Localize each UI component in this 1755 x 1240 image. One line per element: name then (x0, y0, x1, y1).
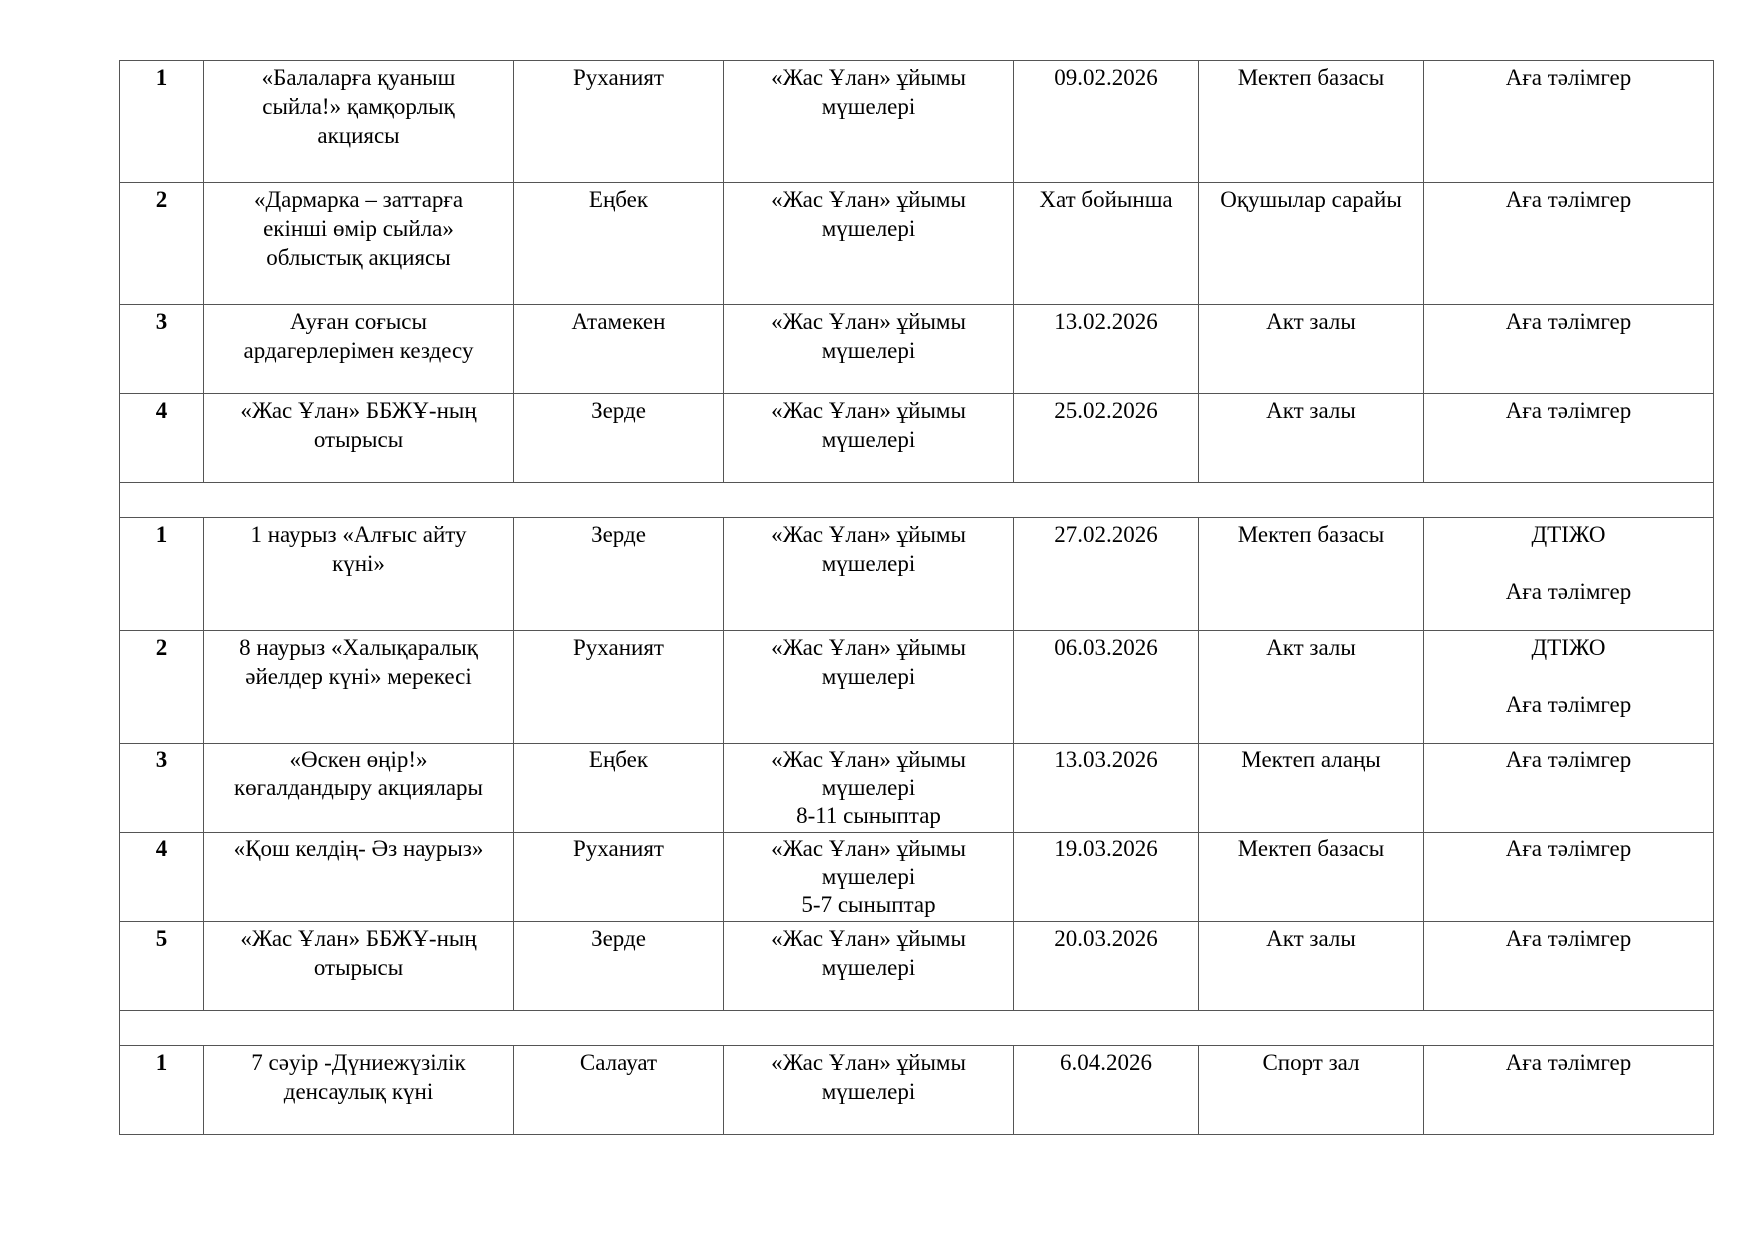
event-name-line: көгалдандыру акциялары (233, 775, 484, 800)
responsible-line: Аға тәлімгер (1505, 692, 1632, 717)
event-name-line: 7 сәуір -Дүниежүзілік (251, 1050, 466, 1075)
participants-line: мүшелері (821, 216, 916, 241)
event-name-line: 8 наурыз «Халықаралық (239, 635, 478, 660)
responsible-cell (1424, 394, 1714, 483)
participants-line: 8-11 сыныптар (796, 803, 941, 828)
row-number-cell: 5 (120, 922, 204, 1011)
participants-line: «Жас Ұлан» ұйымы (771, 522, 966, 547)
table-row (120, 183, 1714, 305)
responsible-line: Аға тәлімгер (1505, 65, 1632, 90)
direction-cell: Руханият (514, 61, 724, 183)
responsible-cell (1424, 833, 1714, 922)
date-cell: 27.02.2026 (1014, 518, 1199, 631)
row-number-cell: 2 (120, 183, 204, 305)
event-name-line: 1 наурыз «Алғыс айту (250, 522, 467, 547)
responsible-cell (1424, 631, 1714, 744)
responsible-cell (1424, 1046, 1714, 1135)
section-separator-cell (120, 483, 1714, 518)
row-number-cell: 3 (120, 305, 204, 394)
responsible-cell (1424, 305, 1714, 394)
direction-cell: Еңбек (514, 183, 724, 305)
direction-cell: Зерде (514, 394, 724, 483)
table-body (120, 61, 1714, 1135)
table-row (120, 305, 1714, 394)
page-sheet (119, 60, 1713, 1135)
responsible-line: Аға тәлімгер (1505, 309, 1632, 334)
table-row (120, 1046, 1714, 1135)
responsible-line: ДТІЖО (1531, 635, 1606, 660)
participants-line: мүшелері (821, 1079, 916, 1104)
event-name-cell (204, 744, 514, 833)
table-row (120, 61, 1714, 183)
row-number-cell: 1 (120, 1046, 204, 1135)
direction-cell: Руханият (514, 833, 724, 922)
table-row (120, 833, 1714, 922)
participants-cell (724, 833, 1014, 922)
responsible-line: Аға тәлімгер (1505, 579, 1632, 604)
date-cell: 09.02.2026 (1014, 61, 1199, 183)
event-name-cell (204, 631, 514, 744)
event-name-cell (204, 833, 514, 922)
event-plan-table (119, 60, 1714, 1135)
responsible-cell (1424, 744, 1714, 833)
event-name-cell (204, 394, 514, 483)
direction-cell: Руханият (514, 631, 724, 744)
participants-cell (724, 305, 1014, 394)
place-cell: Оқушылар сарайы (1199, 183, 1424, 305)
row-number-cell: 4 (120, 833, 204, 922)
date-cell: 19.03.2026 (1014, 833, 1199, 922)
event-name-line: ардагерлерімен кездесу (243, 338, 474, 363)
row-number-cell: 1 (120, 61, 204, 183)
participants-line: мүшелері (821, 955, 916, 980)
responsible-cell (1424, 922, 1714, 1011)
event-name-line: «Жас Ұлан» ББЖҰ-ның (240, 398, 477, 423)
responsible-line: Аға тәлімгер (1505, 926, 1632, 951)
responsible-line: Аға тәлімгер (1505, 187, 1632, 212)
section-separator-row (120, 483, 1714, 518)
participants-line: «Жас Ұлан» ұйымы (771, 187, 966, 212)
participants-cell (724, 631, 1014, 744)
participants-line: мүшелері (821, 338, 916, 363)
event-name-cell (204, 1046, 514, 1135)
participants-line: «Жас Ұлан» ұйымы (771, 398, 966, 423)
participants-line: мүшелері (821, 864, 916, 889)
direction-cell: Атамекен (514, 305, 724, 394)
date-cell: 20.03.2026 (1014, 922, 1199, 1011)
participants-cell (724, 1046, 1014, 1135)
participants-cell (724, 518, 1014, 631)
event-name-line: акциясы (317, 123, 400, 148)
event-name-cell (204, 61, 514, 183)
table-row (120, 922, 1714, 1011)
place-cell: Мектеп базасы (1199, 61, 1424, 183)
participants-line: мүшелері (821, 664, 916, 689)
place-cell: Акт залы (1199, 631, 1424, 744)
row-number-cell: 4 (120, 394, 204, 483)
event-name-cell (204, 518, 514, 631)
responsible-cell (1424, 61, 1714, 183)
responsible-line: Аға тәлімгер (1505, 747, 1632, 772)
participants-line: 5-7 сыныптар (801, 892, 936, 917)
participants-line: «Жас Ұлан» ұйымы (771, 635, 966, 660)
direction-cell: Зерде (514, 922, 724, 1011)
date-cell: Хат бойынша (1014, 183, 1199, 305)
date-cell: 06.03.2026 (1014, 631, 1199, 744)
participants-line: «Жас Ұлан» ұйымы (771, 309, 966, 334)
row-number-cell: 1 (120, 518, 204, 631)
place-cell: Мектеп базасы (1199, 833, 1424, 922)
place-cell: Спорт зал (1199, 1046, 1424, 1135)
direction-cell: Салауат (514, 1046, 724, 1135)
event-name-line: облыстық акциясы (266, 245, 451, 270)
event-name-line: «Жас Ұлан» ББЖҰ-ның (240, 926, 477, 951)
event-name-line: денсаулық күні (283, 1079, 434, 1104)
event-name-line: «Өскен өңір!» (289, 747, 428, 772)
event-name-line: екінші өмір сыйла» (263, 216, 454, 241)
participants-cell (724, 394, 1014, 483)
place-cell: Акт залы (1199, 394, 1424, 483)
participants-cell (724, 61, 1014, 183)
event-name-line: күні» (332, 551, 385, 576)
table-row (120, 518, 1714, 631)
participants-cell (724, 922, 1014, 1011)
participants-cell (724, 183, 1014, 305)
event-name-line: отырысы (313, 427, 404, 452)
responsible-line: Аға тәлімгер (1505, 1050, 1632, 1075)
responsible-line: Аға тәлімгер (1505, 836, 1632, 861)
direction-cell: Зерде (514, 518, 724, 631)
participants-cell (724, 744, 1014, 833)
place-cell: Акт залы (1199, 305, 1424, 394)
participants-line: «Жас Ұлан» ұйымы (771, 747, 966, 772)
row-number-cell: 3 (120, 744, 204, 833)
date-cell: 6.04.2026 (1014, 1046, 1199, 1135)
responsible-cell (1424, 183, 1714, 305)
place-cell: Мектеп алаңы (1199, 744, 1424, 833)
section-separator-cell (120, 1011, 1714, 1046)
participants-line: мүшелері (821, 427, 916, 452)
table-row (120, 394, 1714, 483)
event-name-cell (204, 305, 514, 394)
event-name-line: отырысы (313, 955, 404, 980)
participants-line: «Жас Ұлан» ұйымы (771, 65, 966, 90)
date-cell: 13.02.2026 (1014, 305, 1199, 394)
event-name-line: «Балаларға қуаныш (261, 65, 456, 90)
place-cell: Мектеп базасы (1199, 518, 1424, 631)
event-name-line: Ауған соғысы (290, 309, 427, 334)
date-cell: 13.03.2026 (1014, 744, 1199, 833)
table-row (120, 631, 1714, 744)
responsible-line: Аға тәлімгер (1505, 398, 1632, 423)
section-separator-row (120, 1011, 1714, 1046)
event-name-line: сыйла!» қамқорлық (262, 94, 455, 119)
date-cell: 25.02.2026 (1014, 394, 1199, 483)
place-cell: Акт залы (1199, 922, 1424, 1011)
event-name-line: «Қош келдің- Әз наурыз» (233, 836, 484, 861)
event-name-line: «Дармарка – заттарға (253, 187, 464, 212)
responsible-line: ДТІЖО (1531, 522, 1606, 547)
participants-line: мүшелері (821, 551, 916, 576)
participants-line: мүшелері (821, 94, 916, 119)
row-number-cell: 2 (120, 631, 204, 744)
event-name-line: әйелдер күні» мерекесі (245, 664, 472, 689)
event-name-cell (204, 922, 514, 1011)
direction-cell: Еңбек (514, 744, 724, 833)
participants-line: «Жас Ұлан» ұйымы (771, 926, 966, 951)
participants-line: мүшелері (821, 775, 916, 800)
participants-line: «Жас Ұлан» ұйымы (771, 1050, 966, 1075)
responsible-cell (1424, 518, 1714, 631)
event-name-cell (204, 183, 514, 305)
table-row (120, 744, 1714, 833)
participants-line: «Жас Ұлан» ұйымы (771, 836, 966, 861)
